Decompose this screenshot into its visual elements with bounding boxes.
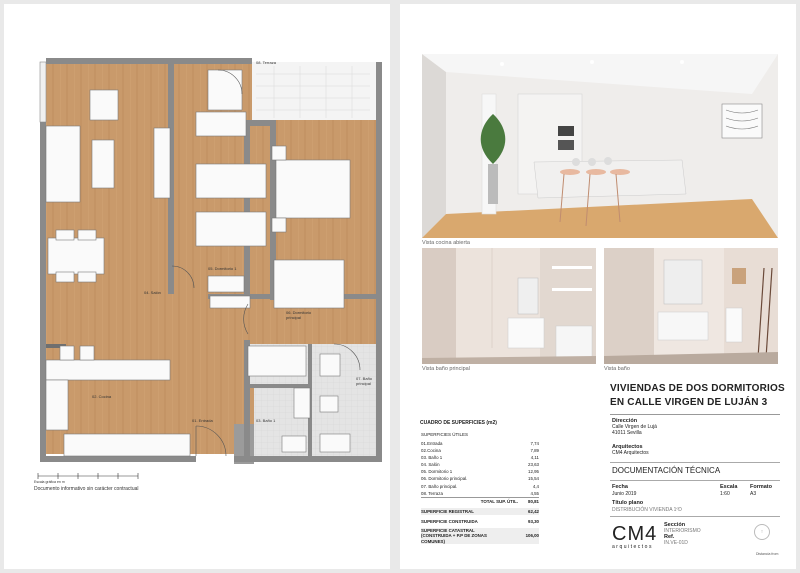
room-label-terraza: 08. Terraza — [256, 60, 276, 65]
titulo-label: Título plano — [612, 500, 644, 506]
surface-catastral-label-1: SUPERFICIE CATASTRAL — [421, 528, 475, 534]
fecha-block — [612, 484, 636, 497]
surface-total-row — [421, 497, 539, 505]
disclaimer: Documento informativo sin carácter contractual — [34, 486, 139, 492]
surface-value: 7,74 — [530, 441, 539, 446]
bath-caption: Vista baño — [604, 366, 630, 372]
surface-name: 04. Salón — [421, 462, 440, 468]
surface-row — [421, 454, 539, 461]
escala-block — [720, 484, 737, 497]
direccion-block — [612, 418, 657, 436]
kitchen-render — [422, 54, 778, 238]
info-sheet — [400, 4, 796, 569]
surface-value: 7,89 — [530, 448, 539, 454]
formato-block — [750, 484, 772, 497]
surface-name: 06. Dormitorio principal. — [421, 476, 468, 482]
surfaces-rows — [421, 440, 539, 544]
surface-construida-value: 93,30 — [528, 518, 539, 524]
kitchen-render-drawing — [422, 54, 778, 238]
titulo-value: DISTRIBUCIÓN VIVIENDA 1ºD — [612, 506, 682, 513]
logo-text: CM4 — [612, 523, 658, 545]
fecha-value: Junio 2019 — [612, 490, 637, 497]
surface-name: 05. Dormitorio 1 — [421, 469, 453, 475]
surfaces-title: CUADRO DE SUPERFICIES (m2) — [420, 420, 497, 426]
project-title-line2: EN CALLE VIRGEN DE LUJÁN 3 — [610, 397, 768, 408]
main-bath-caption: Vista baño principal — [422, 366, 470, 372]
surface-value: 4,4 — [532, 483, 539, 489]
fecha-label: Fecha — [612, 484, 628, 490]
floor-plan-sheet — [4, 4, 390, 569]
surface-catastral-row — [421, 528, 539, 544]
distance-label: Distancia from — [756, 552, 779, 556]
floor-plan — [4, 4, 390, 569]
surface-total-label: TOTAL SUP. ÚTIL. — [480, 498, 518, 504]
surface-name: 01.Entrada — [421, 441, 443, 446]
formato-value: A3 — [750, 490, 757, 497]
room-label-cocina: 02. Cocina — [92, 394, 112, 399]
room-label-dormitorio-principal — [286, 310, 320, 320]
north-icon: ↑ — [754, 524, 770, 540]
surface-catastral-value: 106,00 — [525, 533, 539, 539]
arquitectos-block — [612, 444, 649, 456]
logo-sub: arquitectos — [612, 544, 653, 550]
surface-row — [421, 461, 539, 468]
surface-row — [421, 483, 539, 490]
direccion-line1: Calle Virgen de Lujá — [612, 424, 657, 430]
surface-name: 02.Cocina — [421, 448, 441, 454]
surfaces-subtitle: SUPERFICIES ÚTILES — [421, 432, 469, 437]
main-bath-render — [422, 248, 596, 364]
escala-value: 1:60 — [720, 490, 730, 497]
surface-row — [421, 468, 539, 475]
surface-total-value: 80,81 — [528, 498, 539, 504]
direccion-line2: 41011 Sevilla — [612, 430, 642, 436]
doc-divider-2 — [610, 480, 780, 481]
surface-row — [421, 440, 539, 447]
ref-value: IN.VE-01D — [664, 540, 688, 546]
scale-bar — [38, 473, 138, 479]
surface-construida-row — [421, 518, 539, 525]
terrace-floor — [252, 62, 376, 120]
surface-value: 4,11 — [530, 455, 539, 461]
kitchen-caption: Vista cocina abierta — [422, 240, 470, 246]
seccion-value: INTERIORISMO — [664, 528, 701, 534]
surface-row — [421, 475, 539, 482]
formato-label: Formato — [750, 484, 772, 490]
escala-label: Escala — [720, 484, 738, 490]
titulo-block — [612, 500, 682, 513]
seccion-label: Sección — [664, 522, 686, 528]
surface-registral-value: 62,42 — [528, 508, 539, 514]
surface-registral-row — [421, 508, 539, 515]
surface-row — [421, 447, 539, 454]
arquitectos-label: Arquitectos — [612, 444, 643, 450]
doc-divider-3 — [610, 516, 780, 517]
surface-catastral-label — [421, 528, 487, 544]
room-label-salon: 04. Salón — [144, 290, 161, 295]
project-title-line1: VIVIENDAS DE DOS DORMITORIOS — [610, 383, 785, 394]
arquitectos-value: CM4 Arquitectos — [612, 450, 649, 456]
title-divider — [610, 414, 780, 415]
surface-name: 08. Terraza — [421, 490, 443, 496]
surface-value: 15,54 — [528, 476, 539, 482]
room-label-banio-principal-text: 07. Baño principal — [356, 376, 373, 386]
project-title — [610, 382, 785, 410]
surface-catastral-label-2: (CONSTRUIDA + P.P DE ZONAS — [421, 533, 487, 539]
bath-render — [604, 248, 778, 364]
room-label-dormitorio1: 05. Dormitorio 1 — [208, 266, 237, 271]
logo — [612, 524, 657, 550]
ref-label: Ref. — [664, 534, 675, 540]
surface-value: 12,95 — [528, 469, 539, 475]
room-label-banio1: 03. Baño 1 — [256, 418, 276, 423]
surface-name: 03. Baño 1 — [421, 455, 443, 461]
surface-row — [421, 490, 539, 497]
direccion-label: Dirección — [612, 418, 638, 424]
surface-catastral-label-3: COMUNES) — [421, 538, 445, 544]
surface-value: 4,55 — [530, 490, 539, 496]
room-label-entrada: 01. Entrada — [192, 418, 213, 423]
room-label-banio-principal — [356, 376, 376, 386]
main-bath-render-drawing — [422, 248, 596, 364]
room-label-dormitorio-principal-text: 06. Dormitorio principal — [286, 310, 312, 320]
seccion-block — [664, 522, 701, 546]
surface-registral-label: SUPERFICIE REGISTRAL — [421, 508, 474, 514]
bath-render-drawing — [604, 248, 778, 364]
doc-divider-1 — [610, 462, 780, 463]
surface-value: 23,63 — [528, 462, 539, 468]
scale-caption: Escala gráfica en m — [34, 480, 65, 484]
doc-title: DOCUMENTACIÓN TÉCNICA — [612, 466, 721, 475]
surface-construida-label: SUPERFICIE CONSTRUIDA — [421, 518, 478, 524]
surface-name: 07. Baño principal. — [421, 483, 458, 489]
